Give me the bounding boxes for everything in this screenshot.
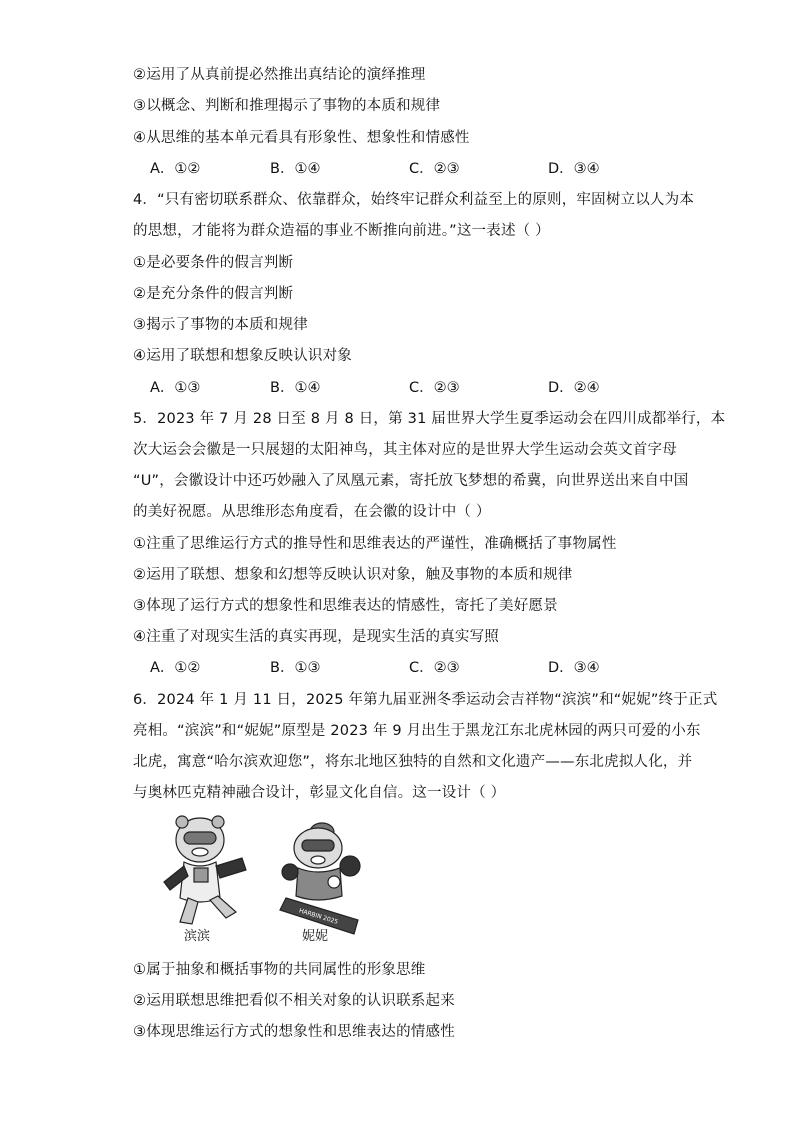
q3-option-b[interactable]: B．①④: [270, 161, 321, 177]
q3-option-d[interactable]: D．③④: [548, 161, 600, 177]
q4-statement-4: ④运用了联想和想象反映认识对象: [133, 348, 352, 364]
q5-option-b[interactable]: B．①③: [270, 660, 321, 676]
q6-stem-line-4: 与奥林匹克精神融合设计，彰显文化自信。这一设计（ ）: [133, 785, 506, 801]
snowboard-label: HARBIN 2025: [298, 907, 339, 926]
q5-option-a[interactable]: A．①②: [150, 660, 201, 676]
q5-stem-line-4: 的美好祝愿。从思维形态角度看，在会徽的设计中（ ）: [133, 504, 491, 520]
q4-option-a[interactable]: A．①③: [150, 380, 201, 396]
q3-option-c[interactable]: C．②③: [409, 161, 460, 177]
q3-statement-4: ④从思维的基本单元看具有形象性、想象性和情感性: [133, 130, 470, 146]
q5-stem-line-1: 5．2023 年 7 月 28 日至 8 月 8 日，第 31 届世界大学生夏季运动会在四川成都举行，本: [133, 411, 726, 427]
q6-statement-2: ②运用联想思维把看似不相关对象的认识联系起来: [133, 993, 455, 1009]
q6-statement-3: ③体现思维运行方式的想象性和思维表达的情感性: [133, 1024, 455, 1040]
q4-stem-line-1: 4．“只有密切联系群众、依靠群众，始终牢记群众利益至上的原则，牢固树立以人为本: [133, 192, 695, 208]
q4-statement-1: ①是必要条件的假言判断: [133, 255, 294, 271]
q4-option-d[interactable]: D．②④: [548, 380, 600, 396]
q3-option-a[interactable]: A．①②: [150, 161, 201, 177]
caption-nini: 妮妮: [302, 929, 329, 944]
q4-statement-3: ③揭示了事物的本质和规律: [133, 317, 308, 333]
q6-stem-line-3: 北虎，寓意“哈尔滨欢迎您”，将东北地区独特的自然和文化遗产——东北虎拟人化，并: [133, 754, 693, 770]
q5-stem-line-2: 次大运会会徽是一只展翅的太阳神鸟，其主体对应的是世界大学生运动会英文首字母: [133, 442, 677, 458]
q5-statement-2: ②运用了联想、想象和幻想等反映认识对象，触及事物的本质和规律: [133, 567, 573, 583]
binbin-mascot: [164, 816, 246, 924]
q5-option-d[interactable]: D．③④: [548, 660, 600, 676]
q3-statement-3: ③以概念、判断和推理揭示了事物的本质和规律: [133, 98, 441, 114]
q5-statement-4: ④注重了对现实生活的真实再现，是现实生活的真实写照: [133, 629, 499, 645]
q6-stem-line-1: 6．2024 年 1 月 11 日，2025 年第九届亚洲冬季运动会吉祥物“滨滨”和“妮妮”终于正式: [133, 692, 718, 708]
q6-stem-line-2: 亮相。“滨滨”和“妮妮”原型是 2023 年 9 月出生于黑龙江东北虎林园的两只可爱的小东: [133, 723, 701, 739]
q5-stem-line-3: “U”，会徽设计中还巧妙融入了凤凰元素，寄托放飞梦想的希冀，向世界送出来自中国: [133, 473, 689, 489]
q4-stem-line-2: 的思想，才能将为群众造福的事业不断推向前进。”这一表述（ ）: [133, 223, 550, 239]
q4-statement-2: ②是充分条件的假言判断: [133, 286, 294, 302]
q6-statement-1: ①属于抽象和概括事物的共同属性的形象思维: [133, 962, 426, 978]
q5-statement-1: ①注重了思维运行方式的推导性和思维表达的严谨性，准确概括了事物属性: [133, 536, 617, 552]
q5-statement-3: ③体现了运行方式的想象性和思维表达的情感性，寄托了美好愿景: [133, 598, 558, 614]
q5-option-c[interactable]: C．②③: [409, 660, 460, 676]
q3-statement-2: ②运用了从真前提必然推出真结论的演绎推理: [133, 67, 426, 83]
q4-option-c[interactable]: C．②③: [409, 380, 460, 396]
caption-binbin: 滨滨: [184, 929, 211, 944]
q4-option-b[interactable]: B．①④: [270, 380, 321, 396]
